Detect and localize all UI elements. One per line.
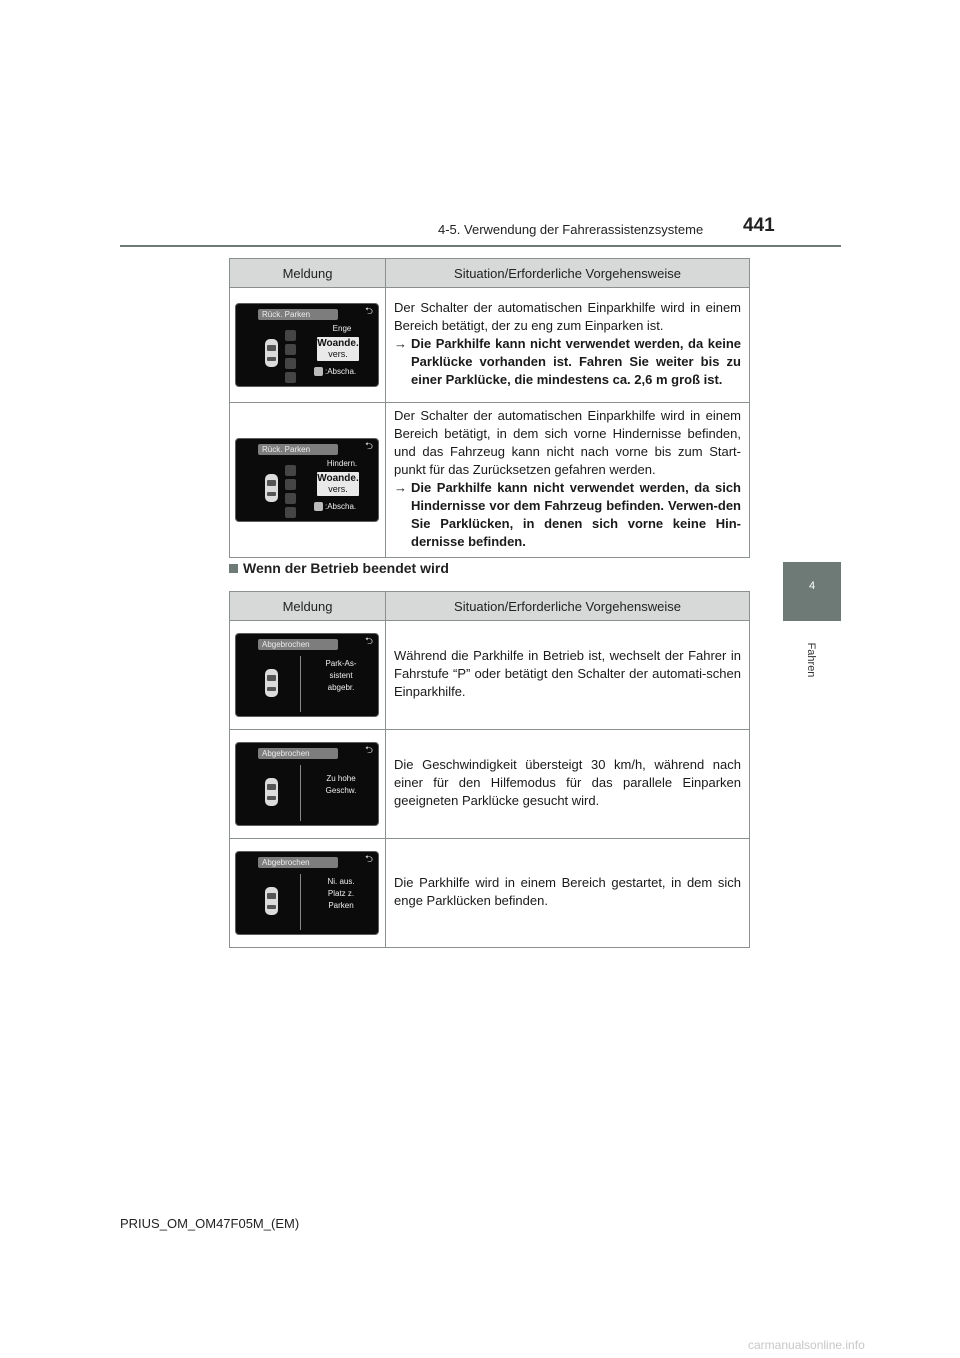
back-arrow-icon: ⮌	[364, 854, 373, 865]
column-header-situation: Situation/Erforderliche Vorgehensweise	[386, 592, 750, 621]
chapter-label-box	[803, 630, 819, 690]
screen-cancel-label: :Abscha.	[325, 502, 357, 511]
car-icon	[264, 668, 279, 698]
screen-message-line1: Park-As-	[325, 659, 357, 668]
page-number: 441	[743, 215, 775, 236]
display-screenshot	[235, 438, 379, 522]
chapter-number: 4	[808, 580, 816, 592]
situation-cell	[386, 621, 750, 730]
table-row	[230, 403, 750, 558]
action-text: Die Parkhilfe kann nicht verwendet werden, da keine Parklücke vorhanden ist. Fahren Sie weiter bis zu einer Parklücke, die mindestens ca. 2,6 m groß ist.	[411, 336, 741, 387]
back-arrow-icon: ⮌	[364, 441, 373, 452]
action-line	[394, 335, 741, 389]
screen-title: Abgebrochen	[258, 639, 338, 650]
screen-message-box	[317, 337, 359, 361]
action-line	[394, 479, 741, 551]
back-arrow-icon: ⮌	[364, 306, 373, 317]
situation-cell	[386, 288, 750, 403]
screen-message-box	[317, 472, 359, 496]
chapter-tab	[783, 562, 841, 621]
action-text: Die Parkhilfe kann nicht verwendet werden, da sich Hindernisse vor dem Fahrzeug befinden. Verwen-den Sie Parklücken, in denen sich vorne keine Hin-dernisse befinden.	[411, 480, 741, 549]
car-icon	[264, 338, 279, 368]
chapter-label: Fahren	[805, 642, 817, 678]
screen-status: Hindern.	[326, 459, 358, 468]
message-table-1	[229, 258, 750, 558]
document-code: PRIUS_OM_OM47F05M_(EM)	[120, 1216, 300, 1231]
column-header-message: Meldung	[230, 592, 386, 621]
car-icon	[264, 777, 279, 807]
header-divider	[120, 245, 841, 247]
screen-status: Enge	[332, 324, 352, 333]
table-header-row	[230, 592, 750, 621]
display-screenshot	[235, 742, 379, 826]
screen-message	[302, 658, 380, 694]
display-screenshot	[235, 303, 379, 387]
square-bullet-icon	[229, 564, 238, 573]
screen-divider	[300, 765, 301, 821]
arrow-icon: →	[394, 336, 407, 351]
message-cell	[230, 403, 386, 558]
message-cell	[230, 730, 386, 839]
situation-text: Während die Parkhilfe in Betrieb ist, wechselt der Fahrer in Fahrstufe “P” oder betätigt den Schalter der automati-schen Einparkhilfe.	[394, 648, 741, 699]
screen-cancel	[314, 367, 356, 376]
screen-message-line1: Ni. aus.	[327, 877, 355, 886]
message-cell	[230, 288, 386, 403]
situation-text: Der Schalter der automatischen Einparkhilfe wird in einem Bereich betätigt, in dem sich vorne Hindernisse befinden, und das Fahrzeug kann nicht nach vorne bis zum Start-punkt für das Zurücksetzen gefahren werden.	[394, 408, 741, 477]
screen-message-line3: abgebr.	[327, 683, 355, 692]
situation-cell	[386, 403, 750, 558]
situation-text: Die Geschwindigkeit übersteigt 30 km/h, während nach einer für den Hilfemodus für das parallele Einparken geeigneten Parklücke gesucht wird.	[394, 757, 741, 808]
table-row	[230, 730, 750, 839]
situation-text: Der Schalter der automatischen Einparkhilfe wird in einem Bereich betätigt, der zu eng zum Einparken ist.	[394, 300, 741, 333]
display-screenshot	[235, 633, 379, 717]
screen-message-line2: sistent	[329, 671, 353, 680]
message-table-2	[229, 591, 750, 948]
screen-divider	[300, 874, 301, 930]
section-title: 4-5. Verwendung der Fahrerassistenzsysteme	[438, 222, 704, 237]
table-row	[230, 621, 750, 730]
back-arrow-icon: ⮌	[364, 636, 373, 647]
screen-divider	[300, 656, 301, 712]
screen-message-line2: vers.	[328, 349, 348, 359]
screen-message-line2: Platz z.	[327, 889, 355, 898]
message-cell	[230, 621, 386, 730]
screen-title: Abgebrochen	[258, 857, 338, 868]
car-icon	[264, 473, 279, 503]
screen-cancel	[314, 502, 356, 511]
screen-message	[302, 876, 380, 912]
screen-message-line2: vers.	[328, 484, 348, 494]
situation-cell	[386, 730, 750, 839]
column-header-message: Meldung	[230, 259, 386, 288]
situation-cell	[386, 839, 750, 948]
screen-title: Abgebrochen	[258, 748, 338, 759]
table-header-row	[230, 259, 750, 288]
screen-cancel-label: :Abscha.	[325, 367, 357, 376]
screen-message	[302, 773, 380, 797]
cancel-switch-icon	[314, 367, 323, 376]
table-row	[230, 288, 750, 403]
screen-title: Rück. Parken	[258, 444, 338, 455]
column-header-situation: Situation/Erforderliche Vorgehensweise	[386, 259, 750, 288]
section-heading	[229, 560, 449, 576]
car-icon	[264, 886, 279, 916]
section-heading-text: Wenn der Betrieb beendet wird	[243, 560, 449, 576]
display-screenshot	[235, 851, 379, 935]
screen-message-line3: Parken	[328, 901, 354, 910]
table-row	[230, 839, 750, 948]
screen-message-line1: Woande.	[317, 473, 359, 484]
screen-message-line1: Zu hohe	[326, 774, 356, 783]
sensor-indicators	[285, 465, 297, 521]
back-arrow-icon: ⮌	[364, 745, 373, 756]
situation-text: Die Parkhilfe wird in einem Bereich gestartet, in dem sich enge Parklücken befinden.	[394, 875, 741, 908]
cancel-switch-icon	[314, 502, 323, 511]
arrow-icon: →	[394, 480, 407, 495]
screen-title: Rück. Parken	[258, 309, 338, 320]
message-cell	[230, 839, 386, 948]
sensor-indicators	[285, 330, 297, 386]
screen-message-line1: Woande.	[317, 338, 359, 349]
screen-message-line2: Geschw.	[325, 786, 357, 795]
watermark: carmanualsonline.info	[748, 1338, 865, 1352]
